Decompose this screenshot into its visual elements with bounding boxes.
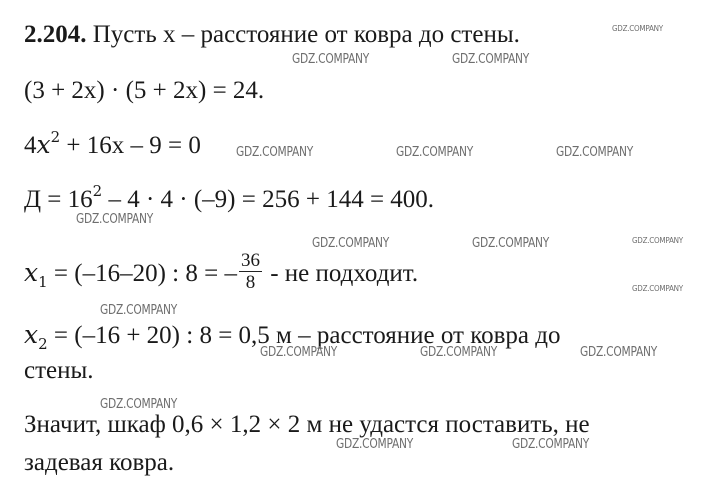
watermark: GDZ.COMPANY (292, 52, 370, 67)
watermark: GDZ.COMPANY (472, 236, 550, 251)
problem-heading (24, 22, 520, 47)
watermark: GDZ.COMPANY (556, 145, 634, 160)
fraction: $\frac{36}{8}$ (240, 250, 260, 293)
watermark: GDZ.COMPANY (580, 345, 658, 360)
watermark: GDZ.COMPANY (452, 52, 530, 67)
watermark: GDZ.COMPANY (336, 437, 414, 452)
quadratic-line: $4x^2 + 16x - 9 = 0$ (24, 128, 201, 159)
watermark: GDZ.COMPANY (420, 345, 498, 360)
watermark: GDZ.COMPANY (512, 437, 590, 452)
conclusion-line-2: задевая ковра. (24, 449, 175, 476)
watermark: GDZ.COMPANY (632, 284, 683, 293)
watermark: GDZ.COMPANY (312, 236, 390, 251)
watermark: GDZ.COMPANY (260, 345, 338, 360)
equation-line: (3 + 2x) · (5 + 2x) = 24. (24, 77, 265, 104)
problem-number: 2.204. (24, 21, 87, 48)
problem-intro: Пусть х – расстояние от ковра до стены. (92, 21, 520, 48)
root-two-continuation: стены. (24, 357, 94, 384)
watermark: GDZ.COMPANY (76, 212, 154, 227)
conclusion-line-1: Значит, шкаф 0,6 × 1,2 × 2 м не удастся поставить, не (24, 411, 590, 438)
watermark: GDZ.COMPANY (612, 24, 663, 33)
watermark: GDZ.COMPANY (236, 145, 314, 160)
root-one-line: $x_1 = (-16-20)$ : 8 = – $\frac{36}{8}$ - не подходит. (24, 250, 419, 293)
watermark: GDZ.COMPANY (100, 303, 178, 318)
root-two-line: $x_2 = (-16 + 20)$ : 8 = 0,5 м – расстояние от ковра до (24, 320, 561, 353)
discriminant-line: $Д = 16^2 - 4 \cdot 4 \cdot (-9) = 256 + 144 = 400$. (24, 182, 435, 213)
watermark: GDZ.COMPANY (100, 397, 178, 412)
watermark: GDZ.COMPANY (632, 236, 683, 245)
watermark: GDZ.COMPANY (396, 145, 474, 160)
